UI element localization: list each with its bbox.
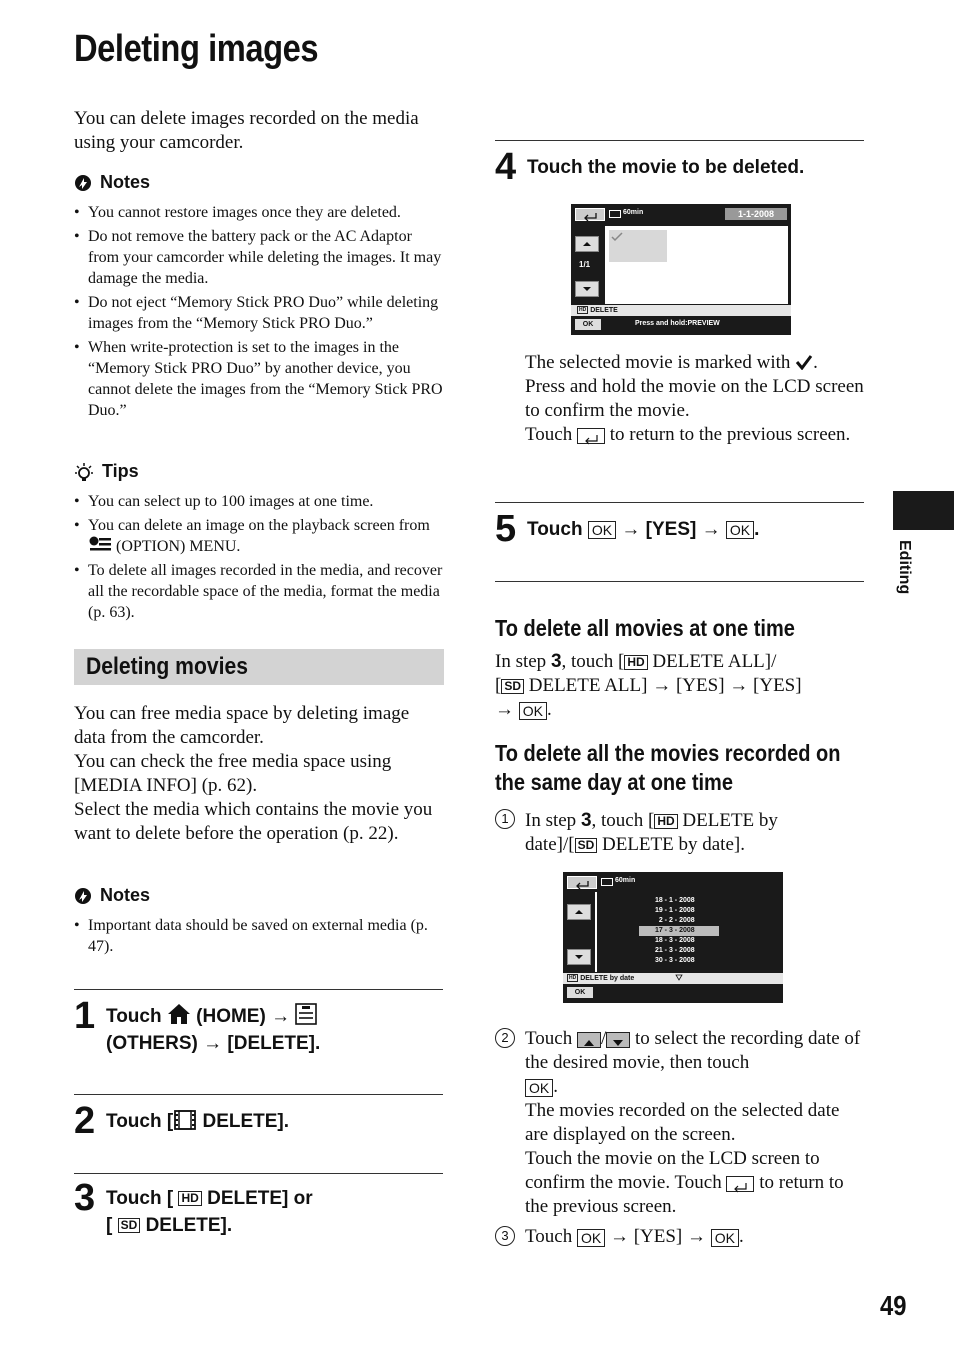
section-title: Deleting movies — [86, 653, 248, 680]
notes-list — [74, 202, 446, 424]
list-item[interactable]: 18 - 3 - 2008 — [654, 937, 695, 944]
hdd-hd-icon: HD — [654, 814, 677, 829]
ok-icon: OK — [726, 521, 754, 539]
hdd-hd-icon: HD — [178, 1191, 201, 1206]
divider — [495, 581, 864, 582]
step-number: 5 — [495, 508, 517, 550]
divider — [495, 140, 864, 141]
subheading-delete-all: To delete all movies at one time — [495, 615, 795, 641]
subheading-delete-by-date: To delete all the movies recorded on the same day at one time — [495, 740, 841, 795]
notes-icon — [74, 174, 92, 192]
option-menu-icon — [88, 536, 112, 553]
others-icon — [295, 1003, 317, 1025]
section-tab — [893, 491, 954, 530]
section-tab-label: Editing — [896, 540, 913, 595]
step-5: 5 Touch OK → [YES] → OK . — [495, 508, 760, 550]
step-1: 1 Touch (HOME) → (OTHERS) → [DELETE]. — [74, 995, 321, 1054]
step-2: 2 Touch [ DELETE]. — [74, 1100, 290, 1142]
hdd-icon — [601, 878, 613, 886]
item-3-body: Touch OK → [YES] → OK . — [525, 1226, 744, 1247]
divider — [495, 502, 864, 503]
return-icon — [568, 879, 596, 890]
list-item[interactable]: 30 - 3 - 2008 — [654, 957, 695, 964]
hdd-sd-icon: SD — [501, 679, 524, 694]
notes-heading — [74, 172, 150, 193]
status-bar: HD DELETE by date — [563, 973, 783, 984]
notes2-list — [74, 915, 446, 960]
movie-thumbnail[interactable] — [609, 230, 667, 262]
tips-heading-label: Tips — [102, 461, 139, 481]
triangle-down-icon — [568, 950, 590, 964]
hdd-hd-icon: HD — [569, 975, 577, 982]
triangle-up-icon — [577, 1032, 601, 1048]
return-icon — [726, 1176, 754, 1192]
scrollbar[interactable] — [595, 892, 597, 972]
date-badge: 1-1-2008 — [725, 208, 787, 220]
notes-heading-label: Notes — [100, 885, 151, 905]
list-item: • You can select up to 100 images at one time. — [74, 491, 446, 512]
tips-heading — [74, 461, 139, 482]
page-counter: 1/1 — [579, 260, 591, 269]
hdd-icon — [609, 210, 621, 218]
check-icon — [795, 354, 813, 370]
triangle-up-icon — [576, 237, 598, 251]
hdd-sd-icon: SD — [118, 1218, 141, 1233]
ok-icon: OK — [577, 1229, 605, 1247]
film-icon — [173, 1110, 197, 1130]
page-number: 49 — [880, 1290, 907, 1321]
list-item: • Important data should be saved on external media (p. 47). — [74, 915, 446, 957]
notes-icon — [74, 887, 92, 905]
movies-body: You can free media space by deleting image data from the camcorder. You can check the free media space using [MEDIA INFO] (p. 62). Select the media which contains the movie you want to delete before the operation (p. 22). — [74, 703, 433, 844]
ok-icon: OK — [711, 1229, 739, 1247]
date-list — [599, 894, 781, 972]
divider — [74, 989, 443, 990]
step-number: 1 — [74, 995, 96, 1037]
page-title: Deleting images — [74, 28, 319, 70]
notes2-heading — [74, 885, 150, 906]
scroll-down-button[interactable] — [575, 281, 599, 297]
return-button[interactable] — [575, 208, 605, 221]
lcd-screen-date-list — [563, 872, 783, 1003]
return-button[interactable] — [567, 876, 597, 889]
hint-text: Press and hold:PREVIEW — [635, 320, 720, 327]
triangle-up-icon — [568, 905, 590, 919]
return-icon — [577, 428, 605, 444]
list-item: • When write-protection is set to the images in the “Memory Stick PRO Duo” by another device, you cannot delete the images from the “Memory Stick PRO Duo.” — [74, 337, 446, 421]
step-number: 2 — [74, 1100, 96, 1142]
list-item: • You cannot restore images once they are deleted. — [74, 202, 446, 223]
step-number: 4 — [495, 146, 517, 188]
hdd-hd-icon: HD — [624, 655, 647, 670]
return-icon — [576, 211, 604, 222]
list-item[interactable]: 2 - 2 - 2008 — [658, 917, 695, 924]
notes-heading-label: Notes — [100, 172, 151, 192]
list-item[interactable]: 18 - 1 - 2008 — [654, 897, 695, 904]
triangle-down-icon — [606, 1032, 630, 1048]
capacity-readout: 60min — [623, 209, 644, 216]
step-4: 4 Touch the movie to be deleted. — [495, 146, 805, 188]
item-1-body: In step 3, touch [ HD DELETE by date]/[ SD DELETE by date]. — [525, 810, 778, 855]
ok-icon: OK — [588, 521, 616, 539]
scroll-down-button[interactable] — [567, 949, 591, 965]
list-item[interactable]: 19 - 1 - 2008 — [654, 907, 695, 914]
divider — [74, 1094, 443, 1095]
circled-number: 2 — [495, 1028, 515, 1048]
tips-list — [74, 491, 446, 626]
item-2-body: Touch / to select the recording date of the desired movie, then touch OK . The movies recorded on the selected date are displayed on the screen. Touch the movie on the LCD screen to confirm the movie. Touch to return to the previous screen. — [525, 1028, 861, 1217]
circled-number: 3 — [495, 1226, 515, 1246]
step4-body: The selected movie is marked with . Press and hold the movie on the LCD screen to confirm the movie. Touch to return to the previous screen. — [525, 352, 864, 445]
hdd-hd-icon: HD — [579, 307, 587, 314]
list-item[interactable]: 17 - 3 - 2008 — [654, 927, 695, 934]
triangle-down-outline-icon — [675, 974, 683, 981]
circled-number: 1 — [495, 809, 515, 829]
ok-icon: OK — [525, 1079, 553, 1097]
lightbulb-icon — [74, 462, 94, 482]
step-number: 3 — [74, 1177, 96, 1219]
step-3: 3 Touch [ HD DELETE] or [ SD DELETE]. — [74, 1177, 313, 1236]
list-item[interactable]: 21 - 3 - 2008 — [654, 947, 695, 954]
home-icon — [167, 1003, 191, 1025]
section-band — [74, 649, 444, 685]
scroll-up-button[interactable] — [575, 236, 599, 252]
list-item: • Do not eject “Memory Stick PRO Duo” while deleting images from the “Memory Stick PRO Duo.” — [74, 292, 446, 334]
hdd-sd-icon: SD — [575, 838, 598, 853]
ok-button[interactable]: OK — [567, 987, 593, 998]
intro-text: You can delete images recorded on the media using your camcorder. — [74, 108, 419, 153]
list-item: • You can delete an image on the playback screen from (OPTION) MENU. — [74, 515, 446, 557]
divider — [74, 1173, 443, 1174]
ok-button[interactable]: OK — [575, 319, 601, 330]
delete-all-body: In step 3, touch [ HD DELETE ALL]/ [ SD DELETE ALL] → [YES] → [YES] → OK . — [495, 651, 802, 720]
triangle-down-icon — [576, 282, 598, 296]
list-item: • To delete all images recorded in the media, and recover all the recordable space of the media, format the media (p. 63). — [74, 560, 446, 623]
list-item: • Do not remove the battery pack or the AC Adaptor from your camcorder while deleting the images. It may damage the media. — [74, 226, 446, 289]
thumbnail-area — [605, 226, 788, 304]
status-bar: HD DELETE — [571, 305, 791, 316]
lcd-screen-movie-select — [571, 204, 791, 335]
ok-icon: OK — [519, 702, 547, 720]
capacity-readout: 60min — [615, 877, 636, 884]
scroll-up-button[interactable] — [567, 904, 591, 920]
check-icon — [611, 232, 623, 242]
